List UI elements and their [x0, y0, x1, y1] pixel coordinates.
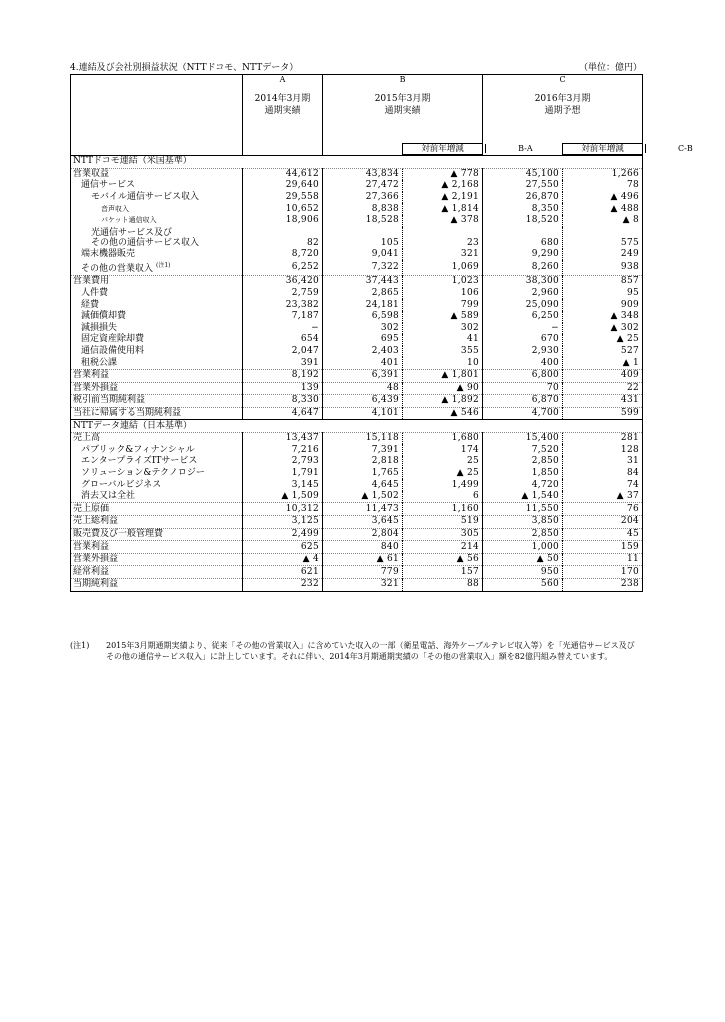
value-ba: 302 [403, 323, 483, 335]
value-ba: ▲ 1,892 [403, 395, 483, 408]
value-b: 27,366 [323, 192, 403, 204]
row-label-text: 人件費 [81, 288, 109, 299]
value-b: 6,439 [323, 395, 403, 408]
col-head-c [483, 85, 693, 156]
value-a: 4,647 [243, 407, 323, 420]
value-a: 2,499 [243, 528, 323, 541]
row-label-text: 通信設備使用料 [81, 346, 145, 357]
value-c: 7,520 [483, 444, 563, 456]
value-c: 2,850 [483, 528, 563, 541]
value-ba: 1,680 [403, 432, 483, 444]
footnote-mark: (注1) [70, 641, 90, 650]
table-row [71, 249, 643, 261]
value-ba: ▲ 546 [403, 407, 483, 420]
value-b: 4,101 [323, 407, 403, 420]
value-b: 2,818 [323, 456, 403, 468]
value-b: 8,838 [323, 203, 403, 215]
col-head-a [243, 85, 323, 156]
value-a: 2,759 [243, 288, 323, 300]
row-label [71, 346, 243, 358]
value-a: 6,252 [243, 260, 323, 276]
value-a: − [243, 323, 323, 335]
value-ba: ▲ 2,168 [403, 180, 483, 192]
row-label-text: エンタープライズITサービス [81, 456, 198, 467]
value-ba: 321 [403, 249, 483, 261]
value-ba: 6 [403, 491, 483, 503]
row-label [71, 215, 243, 227]
value-cb: 84 [563, 468, 643, 480]
value-b: ▲ 1,502 [323, 491, 403, 503]
value-a: 625 [243, 541, 323, 554]
value-cb: 76 [563, 503, 643, 516]
row-label [71, 203, 243, 215]
value-c: 6,250 [483, 311, 563, 323]
value-cb: 281 [563, 432, 643, 444]
value-cb: 170 [563, 566, 643, 579]
value-cb: 128 [563, 444, 643, 456]
row-label [71, 299, 243, 311]
section-header [71, 156, 643, 169]
row-label [71, 528, 243, 541]
value-c: 400 [483, 357, 563, 369]
value-b: 27,472 [323, 180, 403, 192]
value-c: 560 [483, 579, 563, 592]
table-row [71, 456, 643, 468]
row-label-text: 経常利益 [73, 566, 110, 577]
value-b: 7,391 [323, 444, 403, 456]
row-label [71, 288, 243, 300]
row-label [71, 468, 243, 480]
value-cb: ▲ 348 [563, 311, 643, 323]
table-row [71, 357, 643, 369]
row-label-text: 営業収益 [73, 168, 110, 179]
value-b: 18,528 [323, 215, 403, 227]
value-ba: ▲ 1,814 [403, 203, 483, 215]
row-label [71, 192, 243, 204]
value-a: 82 [243, 227, 323, 249]
value-c: 8,260 [483, 260, 563, 276]
value-c: 27,550 [483, 180, 563, 192]
value-cb: 31 [563, 456, 643, 468]
section-title: NTTデータ連結（日本基準） [71, 420, 643, 433]
row-label-line2: その他の通信サービス収入 [91, 237, 200, 248]
value-ba: 174 [403, 444, 483, 456]
row-label [71, 357, 243, 369]
value-b: 105 [323, 227, 403, 249]
row-label-text: 営業費用 [73, 276, 110, 287]
title-row [70, 62, 642, 74]
value-a: 10,652 [243, 203, 323, 215]
value-b: 1,765 [323, 468, 403, 480]
row-note-mark: (注1) [156, 262, 171, 270]
value-ba: 23 [403, 227, 483, 249]
row-label [71, 432, 243, 444]
value-ba: 10 [403, 357, 483, 369]
value-ba: 305 [403, 528, 483, 541]
value-a: 621 [243, 566, 323, 579]
value-ba: ▲ 378 [403, 215, 483, 227]
value-ba: 519 [403, 516, 483, 529]
table-row [71, 479, 643, 491]
value-c: 950 [483, 566, 563, 579]
value-b: 48 [323, 382, 403, 395]
row-label-text: モバイル通信サービス収入 [91, 192, 200, 203]
value-ba: 157 [403, 566, 483, 579]
value-a: 23,382 [243, 299, 323, 311]
value-c: 45,100 [483, 168, 563, 180]
value-c: 26,870 [483, 192, 563, 204]
value-a: 7,216 [243, 444, 323, 456]
row-label [71, 260, 243, 276]
value-c: 9,290 [483, 249, 563, 261]
row-label [71, 180, 243, 192]
value-b: 24,181 [323, 299, 403, 311]
value-a: 29,558 [243, 192, 323, 204]
value-b: 2,403 [323, 346, 403, 358]
row-label-text: ソリューション&テクノロジー [81, 467, 205, 478]
row-label-text: 営業外損益 [73, 382, 119, 393]
row-label-text: 端末機器販売 [81, 248, 136, 259]
value-a: 1,791 [243, 468, 323, 480]
value-c: ▲ 50 [483, 553, 563, 566]
row-label-text: 減価償却費 [81, 311, 127, 322]
value-c: 6,800 [483, 369, 563, 382]
value-a: 391 [243, 357, 323, 369]
table-row [71, 215, 643, 227]
table-row [71, 260, 643, 276]
value-ba: 1,069 [403, 260, 483, 276]
row-label [71, 395, 243, 408]
table-row [71, 323, 643, 335]
table-row [71, 203, 643, 215]
value-b: 7,322 [323, 260, 403, 276]
row-label-text: 売上高 [73, 433, 101, 444]
row-label-text: 営業利益 [73, 541, 110, 552]
table-row [71, 579, 643, 592]
value-c: 2,850 [483, 456, 563, 468]
table-row [71, 407, 643, 420]
table-row [71, 444, 643, 456]
value-ba: 1,160 [403, 503, 483, 516]
value-a: 44,612 [243, 168, 323, 180]
value-cb: 95 [563, 288, 643, 300]
table-row [71, 468, 643, 480]
value-c: 8,350 [483, 203, 563, 215]
diff-sub-ba: B-A [485, 144, 565, 153]
value-cb: 78 [563, 180, 643, 192]
income-table [70, 74, 693, 592]
value-cb: 238 [563, 579, 643, 592]
value-cb: 1,266 [563, 168, 643, 180]
table-row [71, 528, 643, 541]
value-cb: ▲ 302 [563, 323, 643, 335]
col-head-c-type: 通期予想 [544, 106, 581, 116]
row-label [71, 369, 243, 382]
value-a: 139 [243, 382, 323, 395]
row-label [71, 456, 243, 468]
value-ba: ▲ 25 [403, 468, 483, 480]
value-a: 2,793 [243, 456, 323, 468]
row-label [71, 579, 243, 592]
row-label [71, 491, 243, 503]
table-row [71, 432, 643, 444]
value-cb: 409 [563, 369, 643, 382]
value-a: 36,420 [243, 276, 323, 288]
row-label-text: 音声収入 [101, 204, 129, 213]
value-c: 680 [483, 227, 563, 249]
value-cb: ▲ 488 [563, 203, 643, 215]
row-label-line1: 光通信サービス及び [91, 227, 173, 238]
row-label [71, 276, 243, 288]
table-row [71, 503, 643, 516]
col-letter-b: B [323, 75, 483, 86]
value-c: 4,700 [483, 407, 563, 420]
value-a: 10,312 [243, 503, 323, 516]
value-b: 4,645 [323, 479, 403, 491]
row-label-text: 税引前当期純利益 [73, 395, 146, 406]
value-cb: 22 [563, 382, 643, 395]
value-c: 4,720 [483, 479, 563, 491]
table-row [71, 288, 643, 300]
value-b: 779 [323, 566, 403, 579]
value-b: 2,865 [323, 288, 403, 300]
diff-label-c: 対前年増減 [562, 143, 642, 155]
value-cb: ▲ 37 [563, 491, 643, 503]
value-ba: ▲ 2,191 [403, 192, 483, 204]
value-c: 1,850 [483, 468, 563, 480]
col-head-b [323, 85, 533, 156]
value-b: 15,118 [323, 432, 403, 444]
value-b: 401 [323, 357, 403, 369]
value-c: 25,090 [483, 299, 563, 311]
value-ba: 106 [403, 288, 483, 300]
row-label-text: 当社に帰属する当期純利益 [73, 407, 182, 418]
value-a: 8,330 [243, 395, 323, 408]
value-ba: ▲ 56 [403, 553, 483, 566]
header-periods [71, 85, 643, 156]
value-ba: 41 [403, 334, 483, 346]
value-b: 321 [323, 579, 403, 592]
value-ba: 355 [403, 346, 483, 358]
value-a: 8,720 [243, 249, 323, 261]
value-a: ▲ 4 [243, 553, 323, 566]
value-ba: 799 [403, 299, 483, 311]
value-cb: 204 [563, 516, 643, 529]
row-label-text: グローバルビジネス [81, 479, 162, 490]
table-row [71, 516, 643, 529]
value-b: 695 [323, 334, 403, 346]
value-ba: ▲ 778 [403, 168, 483, 180]
table-row [71, 553, 643, 566]
value-ba: ▲ 1,801 [403, 369, 483, 382]
report-page [70, 62, 693, 592]
value-cb: ▲ 496 [563, 192, 643, 204]
row-label-text: 営業利益 [73, 370, 110, 381]
row-label [71, 503, 243, 516]
table-row [71, 311, 643, 323]
value-cb: ▲ 1 [563, 357, 643, 369]
value-cb: 11 [563, 553, 643, 566]
value-c: − [483, 323, 563, 335]
table-row [71, 299, 643, 311]
row-label-text: パケット通信収入 [101, 216, 157, 225]
table-row [71, 395, 643, 408]
value-b: 43,834 [323, 168, 403, 180]
value-b: ▲ 61 [323, 553, 403, 566]
value-cb: 599 [563, 407, 643, 420]
table-row [71, 334, 643, 346]
value-c: 38,300 [483, 276, 563, 288]
value-cb: 938 [563, 260, 643, 276]
row-label [71, 516, 243, 529]
value-a: 13,437 [243, 432, 323, 444]
value-cb: 857 [563, 276, 643, 288]
value-a: 2,047 [243, 346, 323, 358]
value-cb: 45 [563, 528, 643, 541]
value-ba: ▲ 589 [403, 311, 483, 323]
row-label-text: 営業外損益 [73, 554, 119, 565]
row-label [71, 541, 243, 554]
row-label [71, 227, 243, 249]
value-cb: 249 [563, 249, 643, 261]
table-row [71, 566, 643, 579]
value-cb: ▲ 8 [563, 215, 643, 227]
row-label [71, 382, 243, 395]
value-ba: ▲ 90 [403, 382, 483, 395]
row-label [71, 311, 243, 323]
row-label-text: 売上原価 [73, 503, 110, 514]
value-b: 302 [323, 323, 403, 335]
row-label [71, 444, 243, 456]
value-a: 8,192 [243, 369, 323, 382]
row-label [71, 334, 243, 346]
value-cb: 527 [563, 346, 643, 358]
row-label-text: 経費 [81, 299, 100, 310]
col-head-a-type: 通期実績 [264, 106, 301, 116]
value-ba: 25 [403, 456, 483, 468]
section-header [71, 420, 643, 433]
value-b: 840 [323, 541, 403, 554]
row-label-text: 固定資産除却費 [81, 334, 145, 345]
table-row [71, 541, 643, 554]
value-c: 70 [483, 382, 563, 395]
col-letter-a: A [243, 75, 323, 86]
table-row [71, 369, 643, 382]
row-label-text: 減損損失 [81, 322, 118, 333]
value-cb: 575 [563, 227, 643, 249]
table-row [71, 276, 643, 288]
value-a: 232 [243, 579, 323, 592]
row-label-text: 販売費及び一般管理費 [73, 528, 164, 539]
value-ba: 214 [403, 541, 483, 554]
value-c: 6,870 [483, 395, 563, 408]
row-label [71, 553, 243, 566]
value-b: 6,598 [323, 311, 403, 323]
row-label [71, 479, 243, 491]
value-c: 670 [483, 334, 563, 346]
row-label [71, 407, 243, 420]
value-ba: 1,499 [403, 479, 483, 491]
value-ba: 88 [403, 579, 483, 592]
value-c: 2,960 [483, 288, 563, 300]
unit-label: （単位：億円） [578, 63, 642, 73]
value-c: 11,550 [483, 503, 563, 516]
row-label [71, 323, 243, 335]
row-label-text: 租税公課 [81, 357, 118, 368]
row-label [71, 249, 243, 261]
value-a: 654 [243, 334, 323, 346]
table-row [71, 382, 643, 395]
value-c: 2,930 [483, 346, 563, 358]
col-head-b-year: 2015年3月期 [374, 94, 431, 104]
value-a: 7,187 [243, 311, 323, 323]
value-c: ▲ 1,540 [483, 491, 563, 503]
col-head-b-type: 通期実績 [384, 106, 421, 116]
value-c: 18,520 [483, 215, 563, 227]
row-label-text: 売上総利益 [73, 516, 119, 527]
table-row [71, 346, 643, 358]
value-c: 3,850 [483, 516, 563, 529]
diff-label-b: 対前年増減 [402, 143, 482, 155]
header-letters [71, 75, 643, 86]
value-ba: 1,023 [403, 276, 483, 288]
value-b: 2,804 [323, 528, 403, 541]
row-label [71, 566, 243, 579]
value-b: 3,645 [323, 516, 403, 529]
col-head-a-year: 2014年3月期 [254, 94, 311, 104]
table-row [71, 192, 643, 204]
table-row [71, 491, 643, 503]
value-cb: 159 [563, 541, 643, 554]
value-c: 15,400 [483, 432, 563, 444]
col-letter-c: C [483, 75, 643, 86]
value-a: 3,125 [243, 516, 323, 529]
footnote-text: 2015年3月期通期実績より、従来「その他の営業収入」に含めていた収入の一部（衛星電話、海外ケーブルテレビ収入等）を「光通信サービス及びその他の通信サービス収入」に計上しています。それに伴い、2014年3月期通期実績の「その他の営業収入」額を82億円組み替えています。 [106, 641, 635, 661]
row-label-text: その他の営業収入 [81, 264, 154, 275]
value-a: 18,906 [243, 215, 323, 227]
report-title: 4.連結及び会社別損益状況（NTTドコモ、NTTデータ） [70, 63, 299, 73]
section-title: NTTドコモ連結（米国基準） [71, 156, 643, 169]
table-row [71, 227, 643, 249]
row-label-text: 通信サービス [81, 180, 136, 191]
value-b: 6,391 [323, 369, 403, 382]
value-c: 1,000 [483, 541, 563, 554]
row-label-text: 当期純利益 [73, 579, 119, 590]
value-cb: 909 [563, 299, 643, 311]
value-cb: ▲ 25 [563, 334, 643, 346]
row-label-text: パブリック&フィナンシャル [81, 444, 195, 455]
value-b: 11,473 [323, 503, 403, 516]
value-a: 29,640 [243, 180, 323, 192]
table-row [71, 168, 643, 180]
value-b: 37,443 [323, 276, 403, 288]
value-cb: 74 [563, 479, 643, 491]
table-row [71, 180, 643, 192]
row-label-text: 消去又は全社 [81, 491, 136, 502]
value-a: ▲ 1,509 [243, 491, 323, 503]
row-label [71, 168, 243, 180]
value-a: 3,145 [243, 479, 323, 491]
col-head-c-year: 2016年3月期 [534, 94, 591, 104]
value-cb: 431 [563, 395, 643, 408]
diff-sub-cb: C-B [645, 144, 725, 153]
value-b: 9,041 [323, 249, 403, 261]
